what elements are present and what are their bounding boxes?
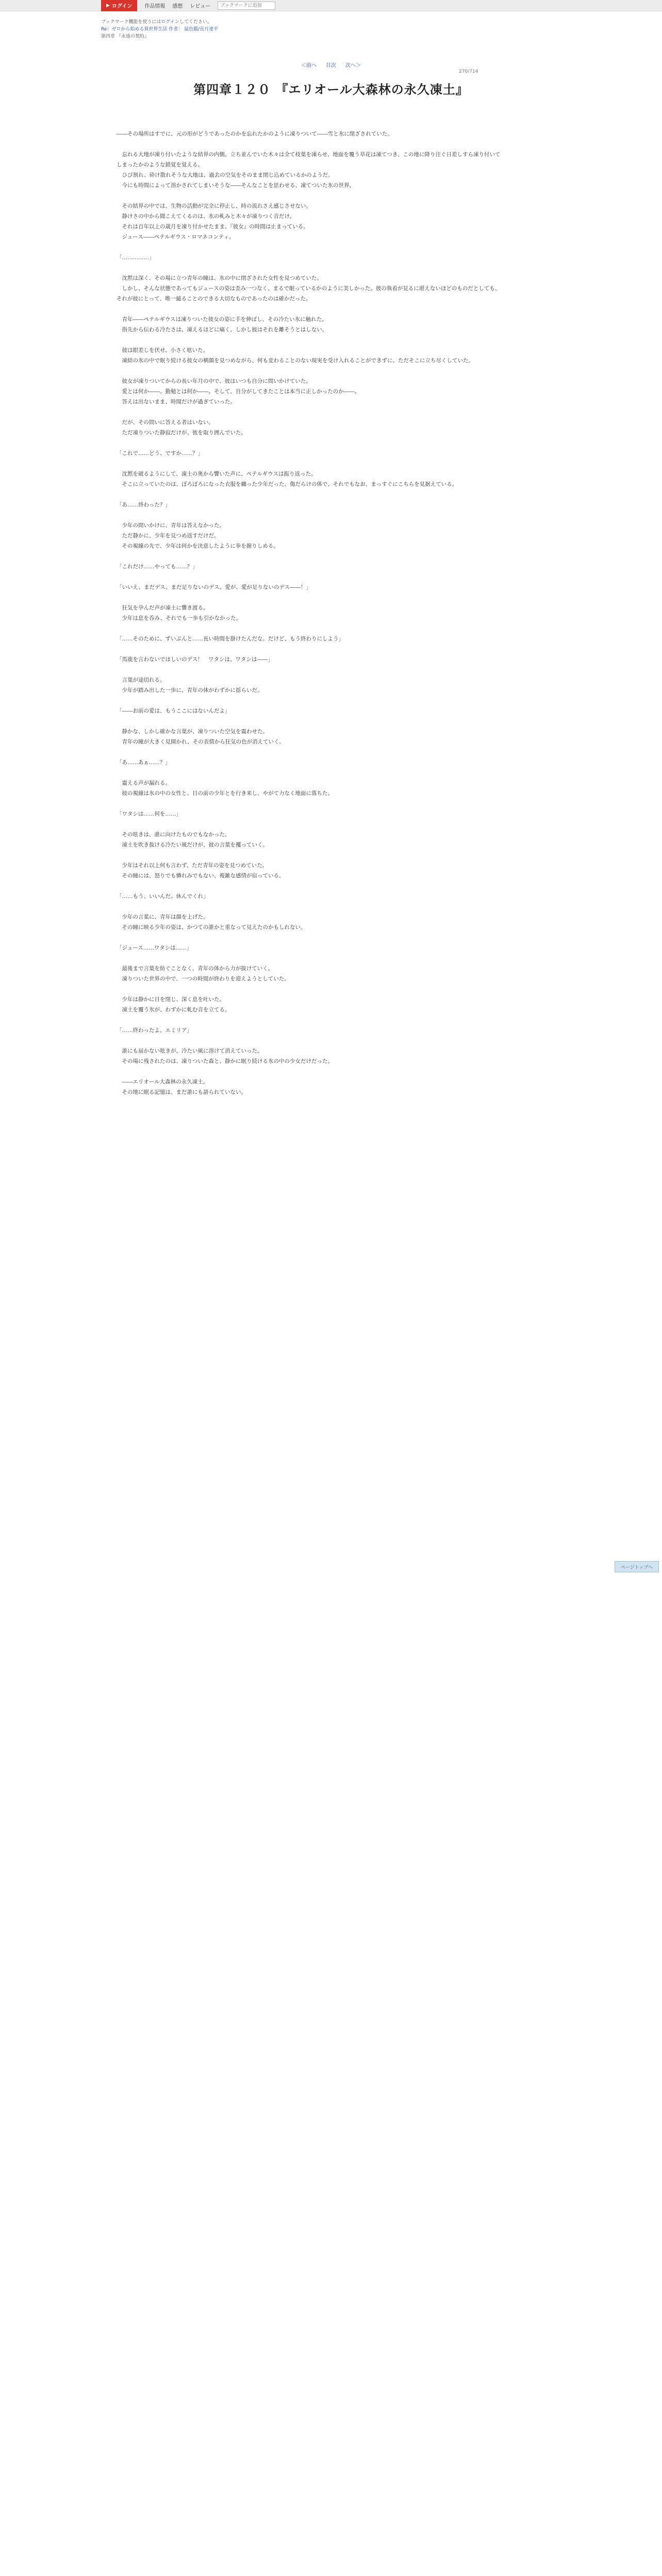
- body-paragraph: 「これだけ……やっても……？」: [117, 564, 198, 570]
- body-paragraph: 「……終わったよ、エミリア」: [117, 1027, 192, 1033]
- login-button[interactable]: [101, 0, 137, 11]
- body-paragraph: 忘れる大地が凍り付いたような結界の内側。立ち並んでいた木々は全て枝葉を凍らせ、地面を覆う草花は凍てつき、この地に降り注ぐ日差しすら凍り付いてしまったかのような錯覚を覚える。 ひび割れ、砕け散れそうな大地は、過去の空気をそのまま閉じ込めているかのようだ。 今にも時間によって溶かされてしまいそうな――そんなことを思わせる、凍てついた氷の世界。: [117, 151, 501, 189]
- login-notice-link[interactable]: ログイン: [161, 20, 179, 25]
- body-paragraph: 少年の問いかけに、青年は答えなかった。 ただ静かに、少年を見つめ返すだけだ。 その視線の先で、少年は何かを決意したように拳を握りしめる。: [122, 522, 279, 549]
- login-label: ログイン: [111, 4, 133, 9]
- body-paragraph: 「ワタシは……何を……」: [117, 811, 181, 817]
- body-paragraph: 静かな、しかし確かな言葉が、凍りついた空気を震わせた。 青年の瞳が大きく見開かれ、その表情から狂気の色が消えていく。: [122, 728, 285, 745]
- body-paragraph: 沈黙は深く、その場に立つ青年の瞳は、氷の中に閉ざされた女性を見つめていた。 しかし、そんな状態であってもジュースの姿は歪み一つなく、まるで眠っているかのように美しかった。彼の執着が見るに堪えないほどのものだとしても、それが彼にとって、唯一縋ることのできる大切なものであったのは確かだった。: [117, 275, 501, 302]
- body-paragraph: 「あ……あぁ……？」: [117, 759, 171, 766]
- bookmark-input[interactable]: [218, 2, 275, 10]
- novel-meta: [101, 19, 565, 40]
- login-notice-suffix: してください。: [179, 20, 212, 25]
- body-paragraph: 最後まで言葉を紡ぐことなく、青年の体から力が抜けていく。 凍りついた世界の中で、一つの時間が終わりを迎えようとしていた。: [122, 965, 290, 982]
- body-paragraph: ――その場所はすでに、元の形がどうであったのかを忘れたかのように凍りついて――雪と氷に閉ざされていた。: [117, 131, 393, 137]
- body-paragraph: 「……………」: [117, 255, 155, 261]
- prev-chapter-link[interactable]: ＜前へ: [301, 63, 317, 69]
- body-paragraph: 「これで……どう、ですか……？」: [117, 450, 203, 456]
- body-paragraph: 彼女が凍りついてからの長い年月の中で、彼はいつも自分に問いかけていた。 愛とは何か――。勤勉とは何か――。そして、自分がしてきたことは本当に正しかったのか――。 答えは出ないまま、時間だけが過ぎていった。: [122, 378, 360, 405]
- chapter-group: 第四章 『永遠の契約』: [101, 34, 149, 39]
- page-top-button[interactable]: ページトップへ: [615, 1561, 659, 1572]
- nav-link-info[interactable]: 作品情報: [144, 4, 166, 9]
- author-link[interactable]: 鼠色猫/長月達平: [184, 27, 219, 32]
- next-chapter-link[interactable]: 次へ＞: [345, 63, 361, 69]
- body-paragraph: 狂気を孕んだ声が凍土に響き渡る。 少年は息を呑み、それでも一歩も引かなかった。: [122, 605, 242, 621]
- chapter-body: [117, 129, 504, 1108]
- toc-link[interactable]: 目次: [326, 63, 336, 69]
- body-paragraph: 震える声が漏れる。 彼の視線は氷の中の女性と、目の前の少年とを行き来し、やがて力なく地面に落ちた。: [122, 780, 333, 796]
- body-paragraph: 少年の言葉に、青年は顔を上げた。 その瞳に映る少年の姿は、かつての誰かと重なって見えたのかもしれない。: [122, 914, 306, 930]
- chapter-title: 第四章１２０ 『エリオール大森林の永久凍土』: [193, 82, 469, 97]
- body-paragraph: 言葉が途切れる。 少年が踏み出した一歩に、青年の体がわずかに揺らいだ。: [122, 677, 263, 693]
- body-paragraph: 「あ……終わった？」: [117, 502, 171, 508]
- body-paragraph: その結界の中では、生物の活動が完全に停止し、時の流れさえ感じさせない。 静けさの中から聞こえてくるのは、氷の軋みと木々が凍りつく音だけ。 それは百年以上の歳月を凍り付かせたまま、『彼女』の時間は止まっている。 ジュース――ペテルギウス・ロマネコンティ。: [122, 203, 311, 240]
- body-paragraph: 少年はそれ以上何も言わず、ただ青年の姿を見つめていた。 その瞳には、怒りでも憐れみでもない、複雑な感情が宿っている。: [122, 862, 285, 879]
- login-notice: [101, 19, 565, 26]
- nav-link-review[interactable]: レビュー: [190, 4, 211, 9]
- body-paragraph: 「……そのために、ずいぶんと……長い時間を掛けたんだな。だけど、もう終わりにしよう」: [117, 636, 344, 642]
- body-paragraph: 「いいえ、まだデス。まだ足りないのデス。愛が、愛が足りないのデス――！」: [117, 584, 311, 590]
- chapter-number: 270/714: [459, 69, 478, 74]
- top-nav-bar: [0, 0, 662, 11]
- nav-link-impressions[interactable]: 感想: [172, 4, 183, 9]
- body-paragraph: 「ジュース……ワタシは……」: [117, 945, 192, 951]
- body-paragraph: その呟きは、誰に向けたものでもなかった。 凍土を吹き抜ける冷たい風だけが、彼の言葉を攫っていく。: [122, 832, 268, 848]
- series-line: [101, 26, 565, 33]
- login-notice-prefix: ブックマーク機能を使うには: [101, 20, 161, 25]
- chapter-pager: [0, 61, 662, 69]
- body-paragraph: 沈黙を破るようにして、凍土の奥から響いた声に、ペテルギウスは振り返った。 そこに立っていたのは、ぼろぼろになった衣服を纏った少年だった。傷だらけの体で、それでもなお、まっすぐにこちらを見据えている。: [122, 471, 458, 487]
- body-paragraph: 少年は静かに目を閉じ、深く息を吐いた。 凍土を覆う氷が、わずかに軋む音を立てる。: [122, 996, 230, 1013]
- body-paragraph: 彼は眼差しを伏せ、小さく呟いた。 凍結の氷の中で眠り続ける彼女の横顔を見つめながら、何も変わることのない現実を受け入れることができずに、ただそこに立ち尽くしていた。: [122, 347, 474, 364]
- body-paragraph: だが、その問いに答える者はいない。 ただ凍りついた静寂だけが、彼を取り囲んでいた。: [122, 419, 246, 436]
- body-paragraph: ――エリオール大森林の永久凍土。 その地に眠る記憶は、まだ誰にも語られていない。: [122, 1079, 246, 1095]
- author-prefix: 作者：: [169, 27, 183, 32]
- body-paragraph: 「――お前の愛は、もうここにはないんだよ」: [117, 708, 230, 714]
- series-title-link[interactable]: Re：ゼロから始める異世界生活: [101, 27, 168, 32]
- body-paragraph: 「……もう、いいんだ。休んでくれ」: [117, 893, 209, 900]
- login-arrow-icon: ▶: [106, 3, 110, 8]
- body-paragraph: 青年――ペテルギウスは凍りついた彼女の姿に手を伸ばし、その冷たい氷に触れた。 指先から伝わる冷たさは、凍えるほどに痛く、しかし彼はそれを離そうとはしない。: [122, 316, 328, 333]
- body-paragraph: 誰にも届かない呟きが、冷たい風に溶けて消えていった。 その場に残されたのは、凍りついた森と、静かに眠り続ける氷の中の少女だけだった。: [122, 1048, 333, 1064]
- body-paragraph: 「馬鹿を言わないでほしいのデス！ ワタシは、ワタシは――」: [117, 656, 273, 663]
